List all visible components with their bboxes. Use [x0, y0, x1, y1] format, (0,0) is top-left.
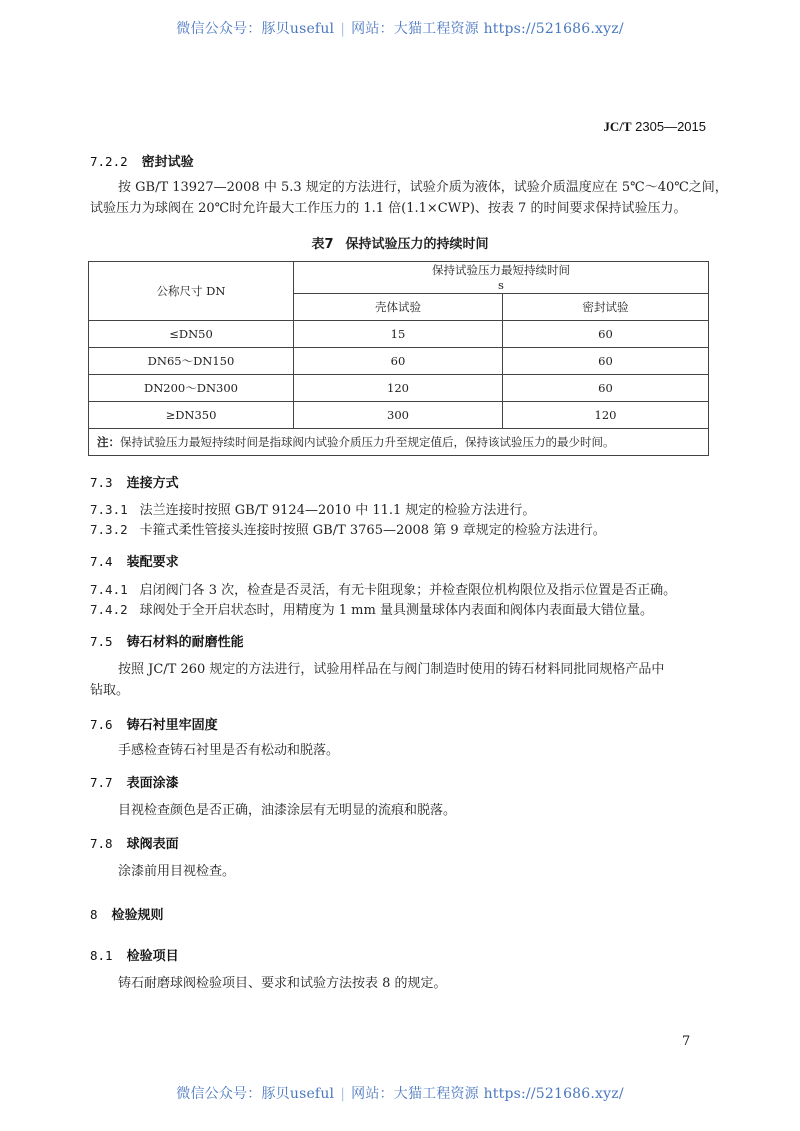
table-header-row [89, 262, 709, 294]
watermark-wechat: 微信公众号：豚贝useful [176, 21, 335, 37]
watermark-top [0, 18, 800, 38]
section-heading-7-4 [90, 551, 179, 570]
chapter-number: 8 [90, 907, 98, 922]
header-group-label: 保持试验压力最短持续时间 [432, 262, 570, 277]
watermark-website: 网站：大猫工程资源 https://521686.xyz/ [351, 21, 624, 37]
cell-seal: 60 [503, 321, 709, 348]
table-number: 表7 [311, 237, 334, 252]
table-caption: 保持试验压力的持续时间 [345, 237, 489, 252]
section-number: 7.4 [90, 554, 113, 569]
clause-number: 7.4.1 [90, 582, 128, 597]
cell-seal: 60 [503, 375, 709, 402]
clause-number: 7.4.2 [90, 602, 128, 617]
table-7 [88, 261, 709, 456]
cell-shell: 120 [294, 375, 503, 402]
note-label: 注： [97, 435, 120, 449]
section-number: 8.1 [90, 948, 113, 963]
table-note-row [89, 429, 709, 456]
clause-text: 卡箍式柔性管接头连接时按照 GB/T 3765—2008 第 9 章规定的检验方法进行。 [139, 523, 606, 538]
cell-dn: DN65～DN150 [89, 348, 294, 375]
cell-shell: 15 [294, 321, 503, 348]
section-number: 7.5 [90, 634, 113, 649]
paragraph-7-7: 目视检查颜色是否正确，油漆涂层有无明显的流痕和脱落。 [118, 803, 457, 818]
section-title: 铸石衬里牢固度 [126, 718, 218, 733]
section-title: 装配要求 [126, 555, 179, 570]
section-title: 铸石材料的耐磨性能 [126, 635, 244, 650]
cell-seal: 60 [503, 348, 709, 375]
clause-7-3-1 [90, 499, 535, 518]
header-nominal-size: 公称尺寸 DN [89, 262, 294, 321]
watermark-wechat: 微信公众号：豚贝useful [176, 1086, 335, 1102]
cell-dn: ≤DN50 [89, 321, 294, 348]
note-text: 保持试验压力最短持续时间是指球阀内试验介质压力升至规定值后，保持该试验压力的最少时间。 [120, 435, 615, 449]
paragraph-7-5-line1: 按照 JC/T 260 规定的方法进行，试验用样品在与阀门制造时使用的铸石材料同批同规格产品中 [118, 662, 665, 677]
table-note [89, 429, 709, 456]
paragraph-8-1: 铸石耐磨球阀检验项目、要求和试验方法按表 8 的规定。 [118, 976, 447, 991]
cell-dn: ≥DN350 [89, 402, 294, 429]
watermark-separator: | [340, 1086, 346, 1102]
header-unit: s [498, 277, 504, 292]
header-group-duration [294, 262, 709, 294]
header-shell-test: 壳体试验 [294, 294, 503, 321]
section-heading-7-5 [90, 631, 244, 650]
watermark-bottom [0, 1083, 800, 1103]
clause-7-4-2 [90, 599, 653, 618]
cell-shell: 300 [294, 402, 503, 429]
cell-shell: 60 [294, 348, 503, 375]
section-number: 7.7 [90, 775, 113, 790]
watermark-separator: | [340, 21, 346, 37]
section-number: 7.2.2 [90, 154, 128, 169]
section-heading-7-8 [90, 833, 179, 852]
clause-text: 启闭阀门各 3 次，检查是否灵活，有无卡阻现象；并检查限位机构限位及指示位置是否正确。 [139, 583, 677, 598]
chapter-title: 检验规则 [111, 908, 164, 923]
section-title: 密封试验 [141, 155, 194, 170]
paragraph-7-8: 涂漆前用目视检查。 [118, 864, 236, 879]
section-number: 7.3 [90, 475, 113, 490]
section-heading-7-2-2 [90, 151, 194, 170]
clause-7-4-1 [90, 579, 676, 598]
table-row [89, 375, 709, 402]
watermark-website: 网站：大猫工程资源 https://521686.xyz/ [351, 1086, 624, 1102]
section-title: 球阀表面 [126, 837, 179, 852]
section-title: 连接方式 [126, 476, 179, 491]
section-number: 7.6 [90, 717, 113, 732]
paragraph-7-6: 手感检查铸石衬里是否有松动和脱落。 [118, 743, 340, 758]
table-row [89, 321, 709, 348]
section-heading-7-7 [90, 772, 179, 791]
clause-number: 7.3.2 [90, 522, 128, 537]
clause-number: 7.3.1 [90, 502, 128, 517]
table-title [0, 233, 800, 252]
section-heading-7-6 [90, 714, 218, 733]
clause-text: 法兰连接时按照 GB/T 9124—2010 中 11.1 规定的检验方法进行。 [139, 503, 536, 518]
cell-dn: DN200～DN300 [89, 375, 294, 402]
clause-text: 球阀处于全开启状态时，用精度为 1 mm 量具测量球体内表面和阀体内表面最大错位量。 [139, 603, 653, 618]
table-row [89, 402, 709, 429]
section-heading-8-1 [90, 945, 179, 964]
section-number: 7.8 [90, 836, 113, 851]
cell-seal: 120 [503, 402, 709, 429]
standard-code-number: 2305—2015 [635, 119, 706, 134]
section-title: 表面涂漆 [126, 776, 179, 791]
standard-code-prefix: JC/T [603, 119, 632, 134]
header-seal-test: 密封试验 [503, 294, 709, 321]
paragraph-7-2-2-line2: 试验压力为球阀在 20℃时允许最大工作压力的 1.1 倍(1.1×CWP)、按表 7 的时间要求保持试验压力。 [90, 201, 687, 216]
paragraph-7-5-line2: 钻取。 [90, 683, 130, 698]
section-heading-7-3 [90, 472, 179, 491]
standard-code [603, 119, 706, 135]
chapter-heading-8 [90, 904, 164, 923]
clause-7-3-2 [90, 519, 606, 538]
section-title: 检验项目 [126, 949, 179, 964]
table-row [89, 348, 709, 375]
paragraph-7-2-2-line1: 按 GB/T 13927—2008 中 5.3 规定的方法进行，试验介质为液体，试验介质温度应在 5℃～40℃之间， [118, 180, 728, 195]
page-number: 7 [682, 1034, 691, 1049]
